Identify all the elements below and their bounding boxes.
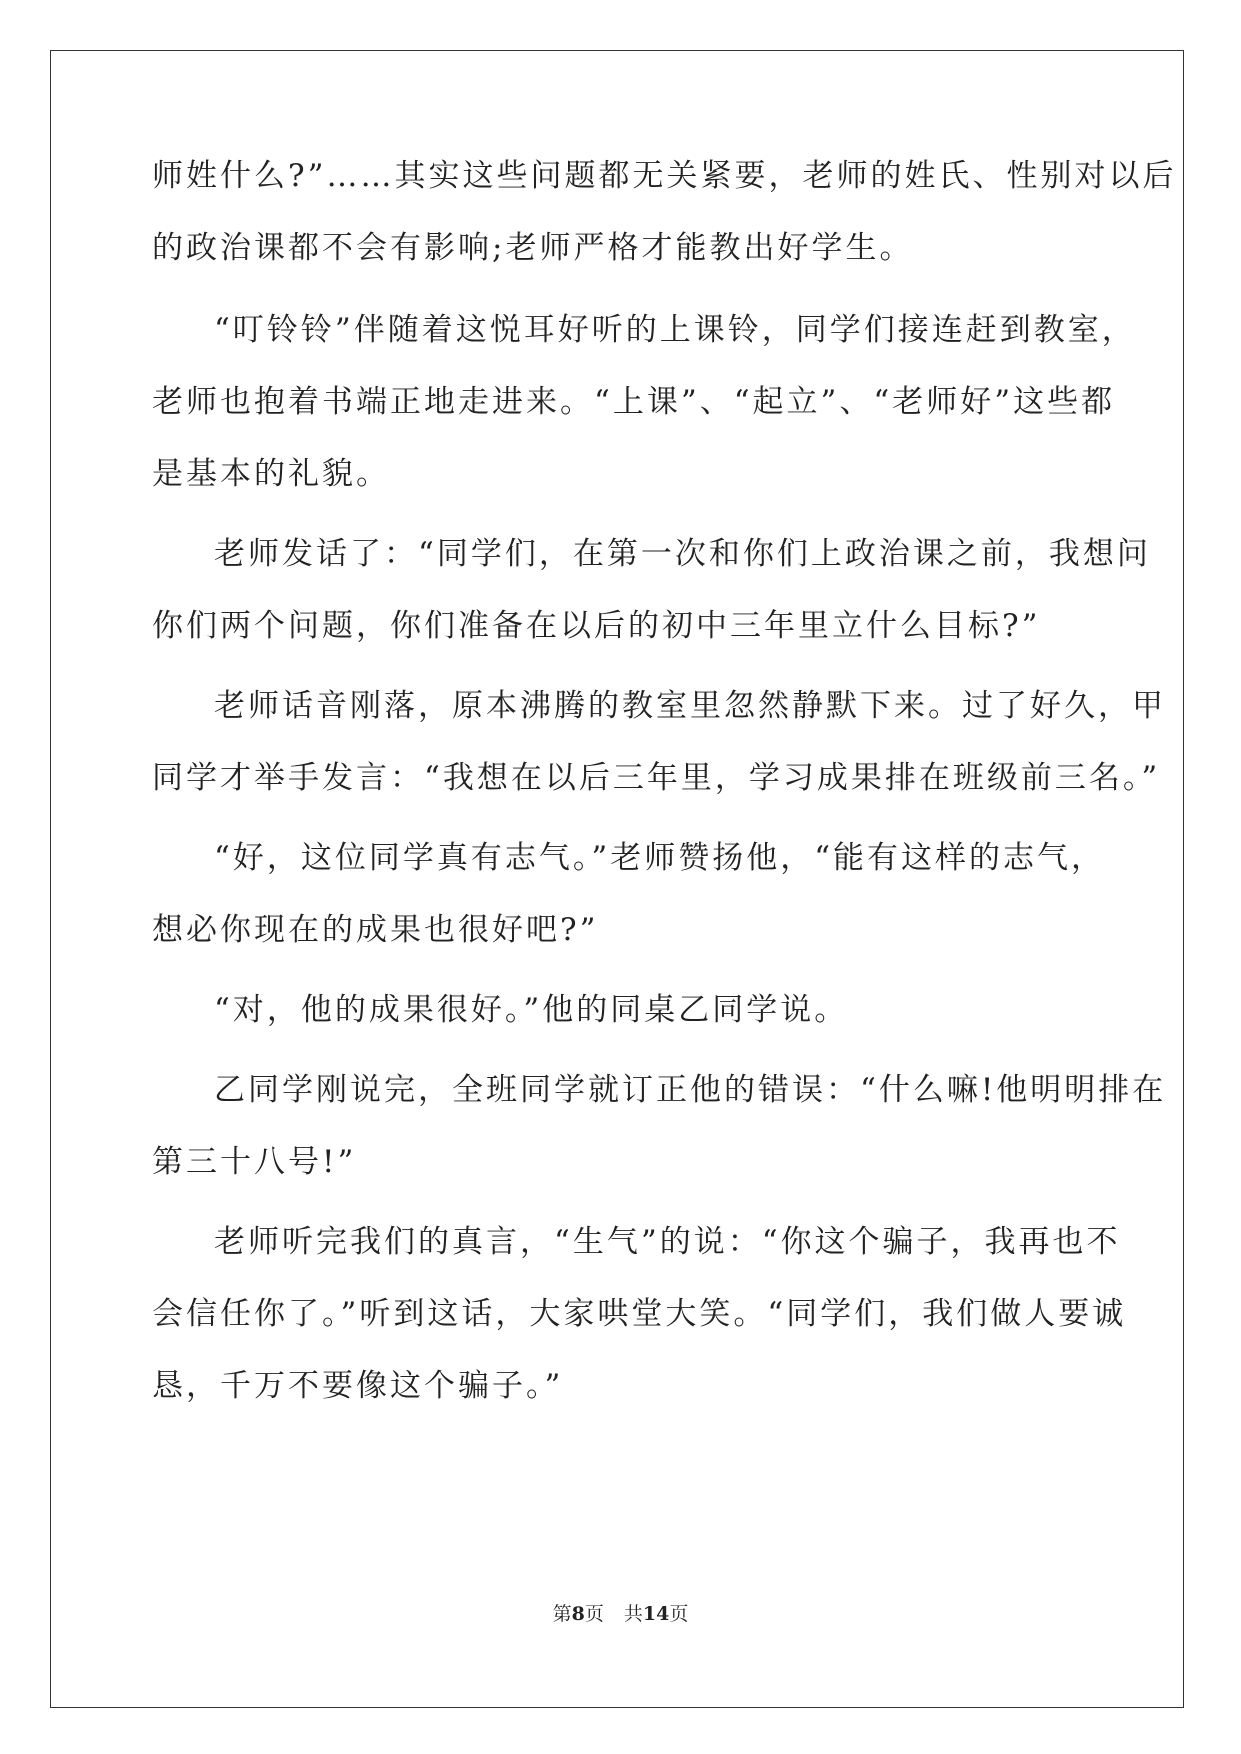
paragraph-start-line: 乙同学刚说完，全班同学就订正他的错误：“什么嘛!他明明排在 bbox=[214, 1072, 1167, 1108]
text-line: 你们两个问题，你们准备在以后的初中三年里立什么目标?” bbox=[152, 608, 1041, 644]
text-line: 老师也抱着书端正地走进来。“上课”、“起立”、“老师好”这些都 bbox=[152, 384, 1116, 420]
page-footer bbox=[0, 1601, 1241, 1627]
text-line: 的政治课都不会有影响;老师严格才能教出好学生。 bbox=[152, 230, 914, 266]
page-suffix: 页 bbox=[584, 1603, 604, 1625]
paragraph-start-line: 老师听完我们的真言，“生气”的说：“你这个骗子，我再也不 bbox=[214, 1224, 1121, 1260]
text-line: 想必你现在的成果也很好吧?” bbox=[152, 912, 599, 948]
paragraph-start-line: “好，这位同学真有志气。”老师赞扬他，“能有这样的志气， bbox=[214, 840, 1106, 876]
text-line: 师姓什么?”……其实这些问题都无关紧要，老师的姓氏、性别对以后 bbox=[152, 158, 1177, 194]
total-pages: 14 bbox=[642, 1603, 670, 1625]
text-line: 会信任你了。”听到这话，大家哄堂大笑。“同学们，我们做人要诚 bbox=[152, 1296, 1127, 1332]
text-line: 是基本的礼貌。 bbox=[152, 456, 390, 492]
text-line: 同学才举手发言：“我想在以后三年里，学习成果排在班级前三名。” bbox=[152, 760, 1161, 796]
paragraph-start-line: 老师发话了：“同学们，在第一次和你们上政治课之前，我想问 bbox=[214, 536, 1151, 572]
page-border bbox=[50, 50, 1184, 1708]
paragraph-start-line: 老师话音刚落，原本沸腾的教室里忽然静默下来。过了好久，甲 bbox=[214, 688, 1166, 724]
paragraph-start-line: “对，他的成果很好。”他的同桌乙同学说。 bbox=[214, 992, 849, 1028]
total-suffix: 页 bbox=[669, 1603, 689, 1625]
text-line: 恳，千万不要像这个骗子。” bbox=[152, 1368, 564, 1404]
text-line: 第三十八号!” bbox=[152, 1144, 357, 1180]
paragraph-start-line: “叮铃铃”伴随着这悦耳好听的上课铃，同学们接连赶到教室， bbox=[214, 312, 1136, 348]
page-number: 8 bbox=[571, 1603, 585, 1625]
page-prefix: 第 bbox=[552, 1603, 572, 1625]
total-prefix: 共 bbox=[623, 1603, 643, 1625]
